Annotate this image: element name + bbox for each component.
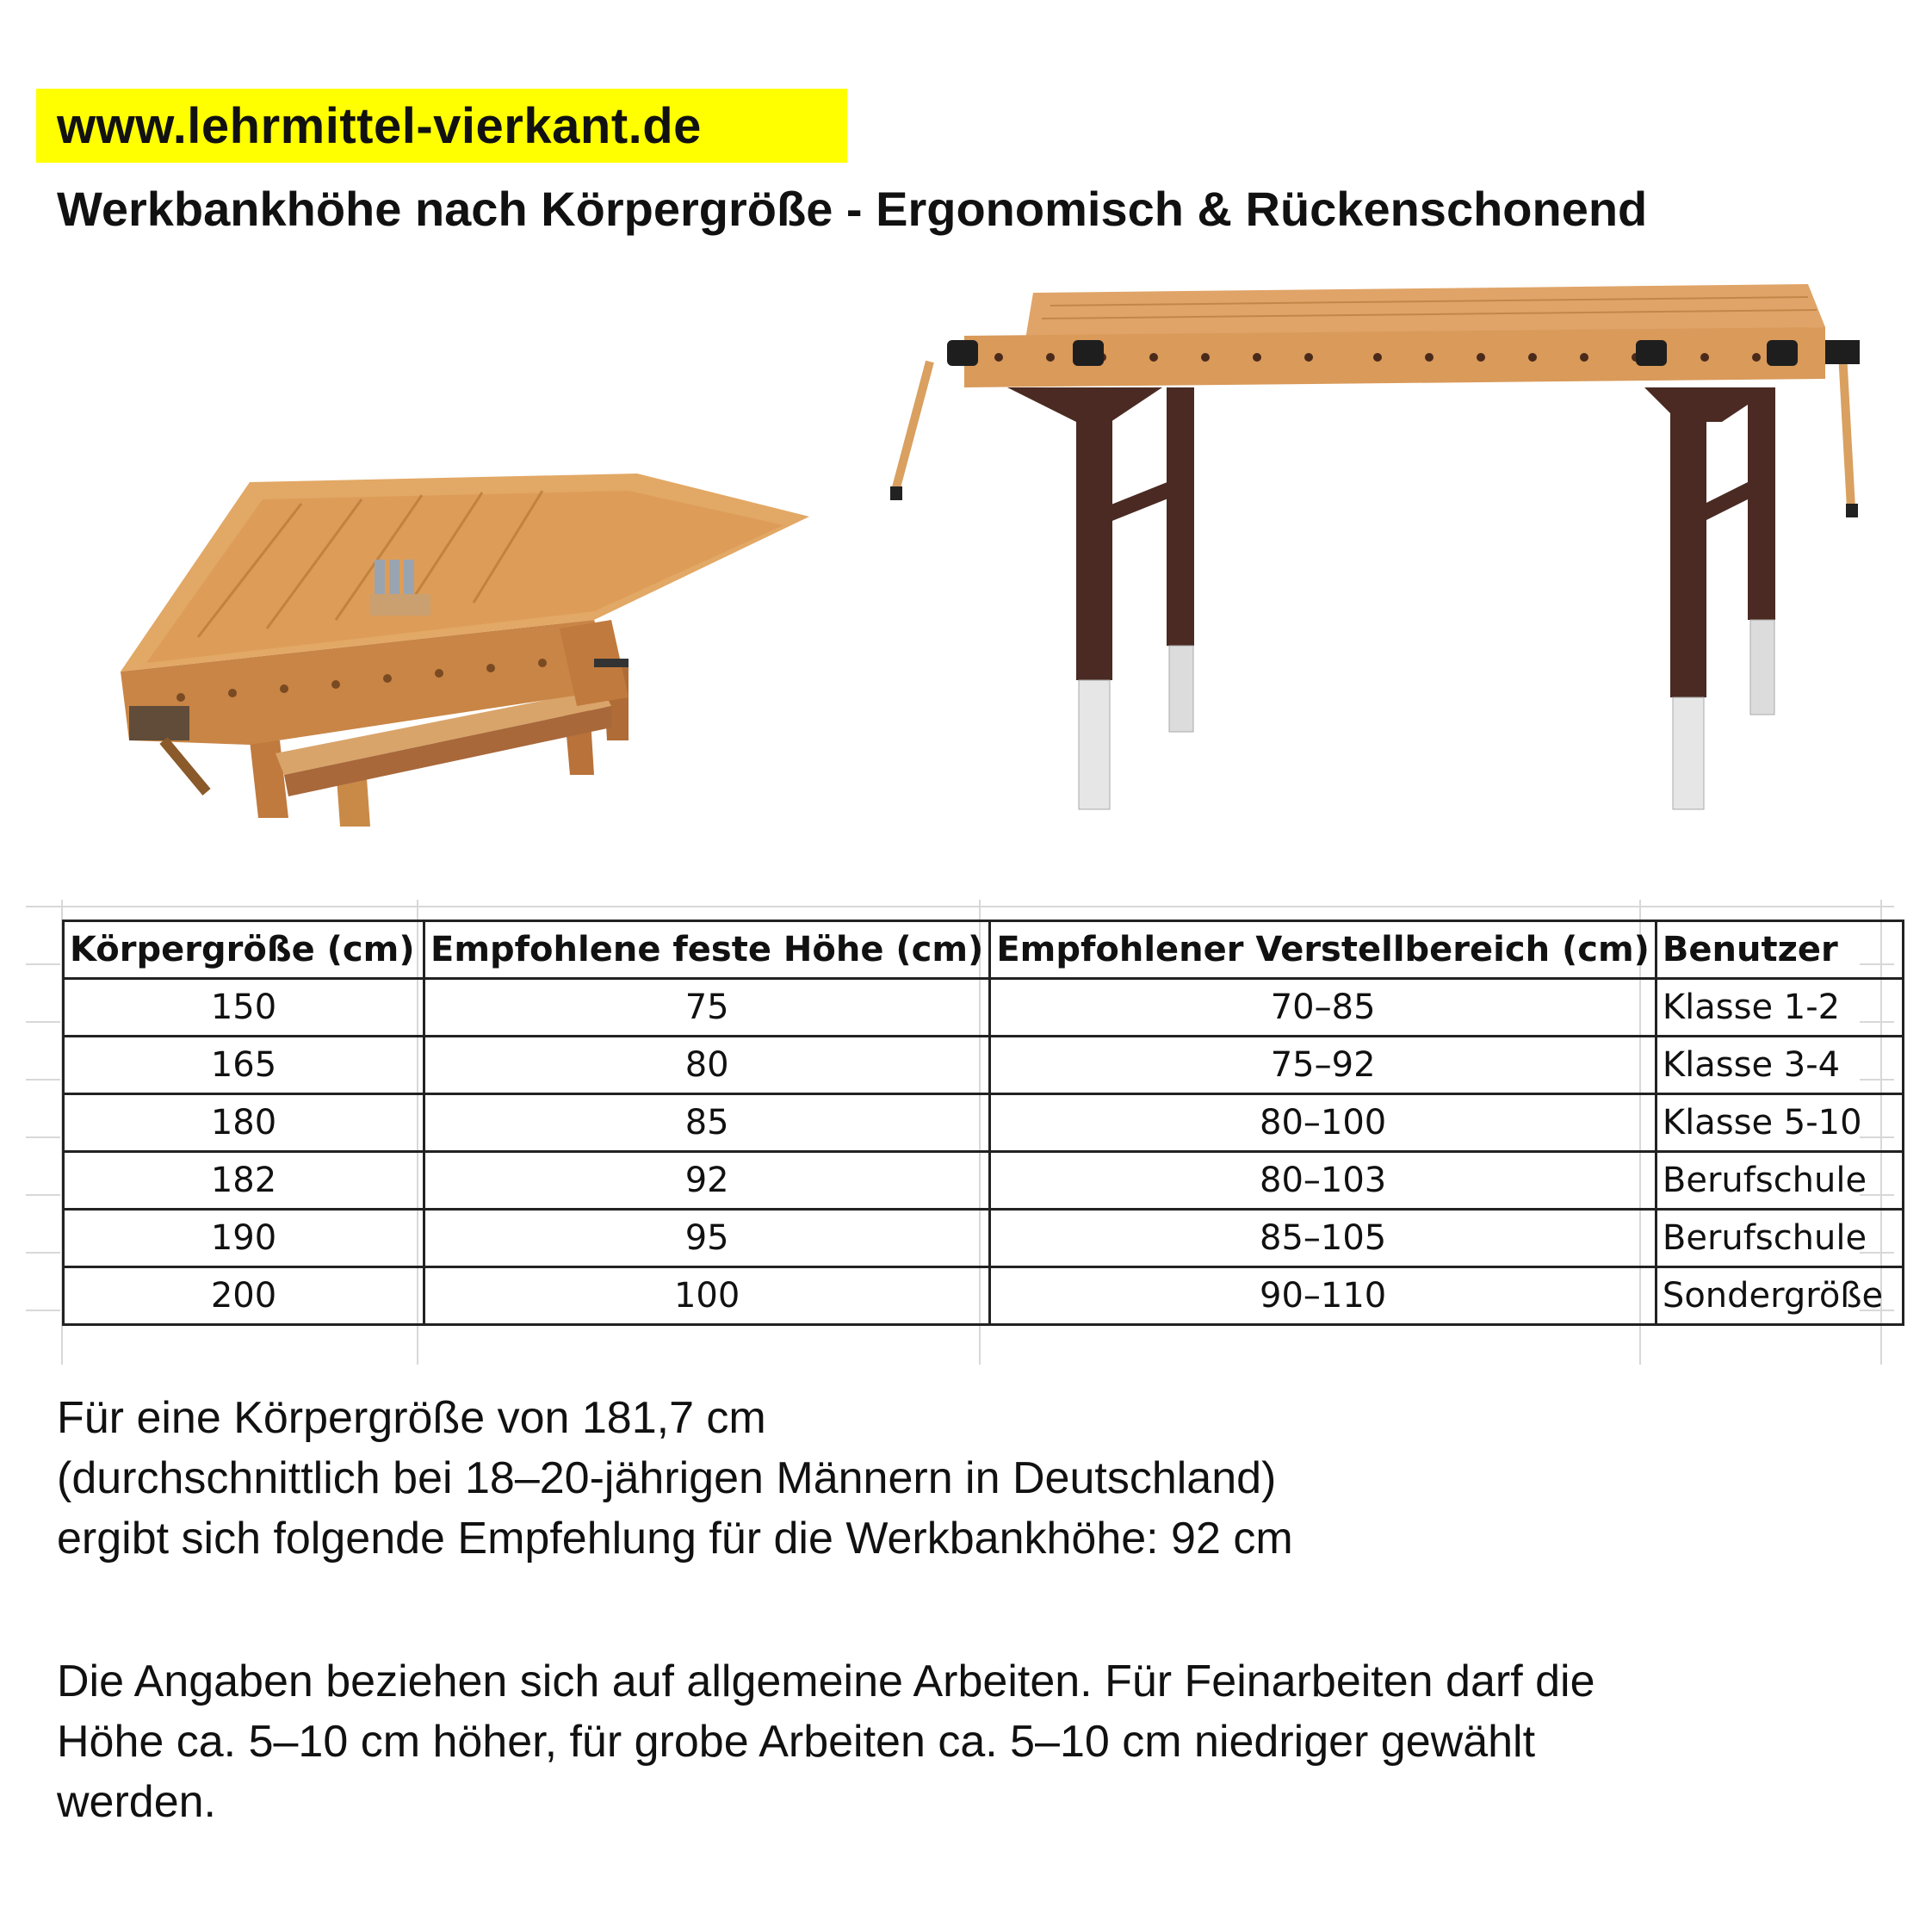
website-url[interactable]: www.lehrmittel-vierkant.de	[57, 97, 702, 154]
table-row	[64, 1210, 1904, 1267]
cell-body-height: 190	[64, 1210, 424, 1267]
page-title: Werkbankhöhe nach Körpergröße - Ergonomisch & Rückenschonend	[57, 182, 1648, 236]
cell-fixed-height: 85	[424, 1094, 990, 1152]
cell-body-height: 180	[64, 1094, 424, 1152]
cell-body-height: 200	[64, 1267, 424, 1325]
note-line: Die Angaben beziehen sich auf allgemeine Arbeiten. Für Feinarbeiten darf die	[57, 1656, 1595, 1706]
cell-user: Klasse 5-10	[1656, 1094, 1903, 1152]
note-line: werden.	[57, 1777, 216, 1827]
cell-user: Klasse 1-2	[1656, 979, 1903, 1037]
recommendation-paragraph	[57, 1388, 1293, 1569]
wooden-workbench-photo	[77, 258, 852, 844]
cell-adjustment-range: 80–103	[990, 1152, 1656, 1210]
recommendation-line: Für eine Körpergröße von 181,7 cm	[57, 1393, 766, 1443]
height-adjustable-workbench-photo	[878, 258, 1877, 827]
cell-body-height: 182	[64, 1152, 424, 1210]
cell-fixed-height: 95	[424, 1210, 990, 1267]
cell-adjustment-range: 80–100	[990, 1094, 1656, 1152]
cell-user: Berufschule	[1656, 1210, 1903, 1267]
column-header-user: Benutzer	[1656, 921, 1903, 979]
height-recommendation-table	[62, 920, 1904, 1326]
cell-fixed-height: 100	[424, 1267, 990, 1325]
recommendation-line: (durchschnittlich bei 18–20-jährigen Männern in Deutschland)	[57, 1453, 1277, 1503]
column-header-body-height: Körpergröße (cm)	[64, 921, 424, 979]
cell-fixed-height: 80	[424, 1037, 990, 1094]
cell-fixed-height: 75	[424, 979, 990, 1037]
note-line: Höhe ca. 5–10 cm höher, für grobe Arbeiten ca. 5–10 cm niedriger gewählt	[57, 1717, 1536, 1767]
column-header-fixed-height: Empfohlene feste Höhe (cm)	[424, 921, 990, 979]
table-row	[64, 1037, 1904, 1094]
recommendation-line: ergibt sich folgende Empfehlung für die Werkbankhöhe: 92 cm	[57, 1514, 1293, 1564]
cell-user: Berufschule	[1656, 1152, 1903, 1210]
url-banner[interactable]	[36, 89, 847, 163]
table-row	[64, 1267, 1904, 1325]
cell-adjustment-range: 75–92	[990, 1037, 1656, 1094]
cell-user: Klasse 3-4	[1656, 1037, 1903, 1094]
cell-adjustment-range: 70–85	[990, 979, 1656, 1037]
cell-adjustment-range: 90–110	[990, 1267, 1656, 1325]
cell-adjustment-range: 85–105	[990, 1210, 1656, 1267]
table-header-row	[64, 921, 1904, 979]
table-row	[64, 979, 1904, 1037]
note-paragraph	[57, 1651, 1882, 1832]
cell-body-height: 165	[64, 1037, 424, 1094]
cell-fixed-height: 92	[424, 1152, 990, 1210]
table-row	[64, 1094, 1904, 1152]
cell-body-height: 150	[64, 979, 424, 1037]
column-header-adjustment-range: Empfohlener Verstellbereich (cm)	[990, 921, 1656, 979]
table-row	[64, 1152, 1904, 1210]
cell-user: Sondergröße	[1656, 1267, 1903, 1325]
